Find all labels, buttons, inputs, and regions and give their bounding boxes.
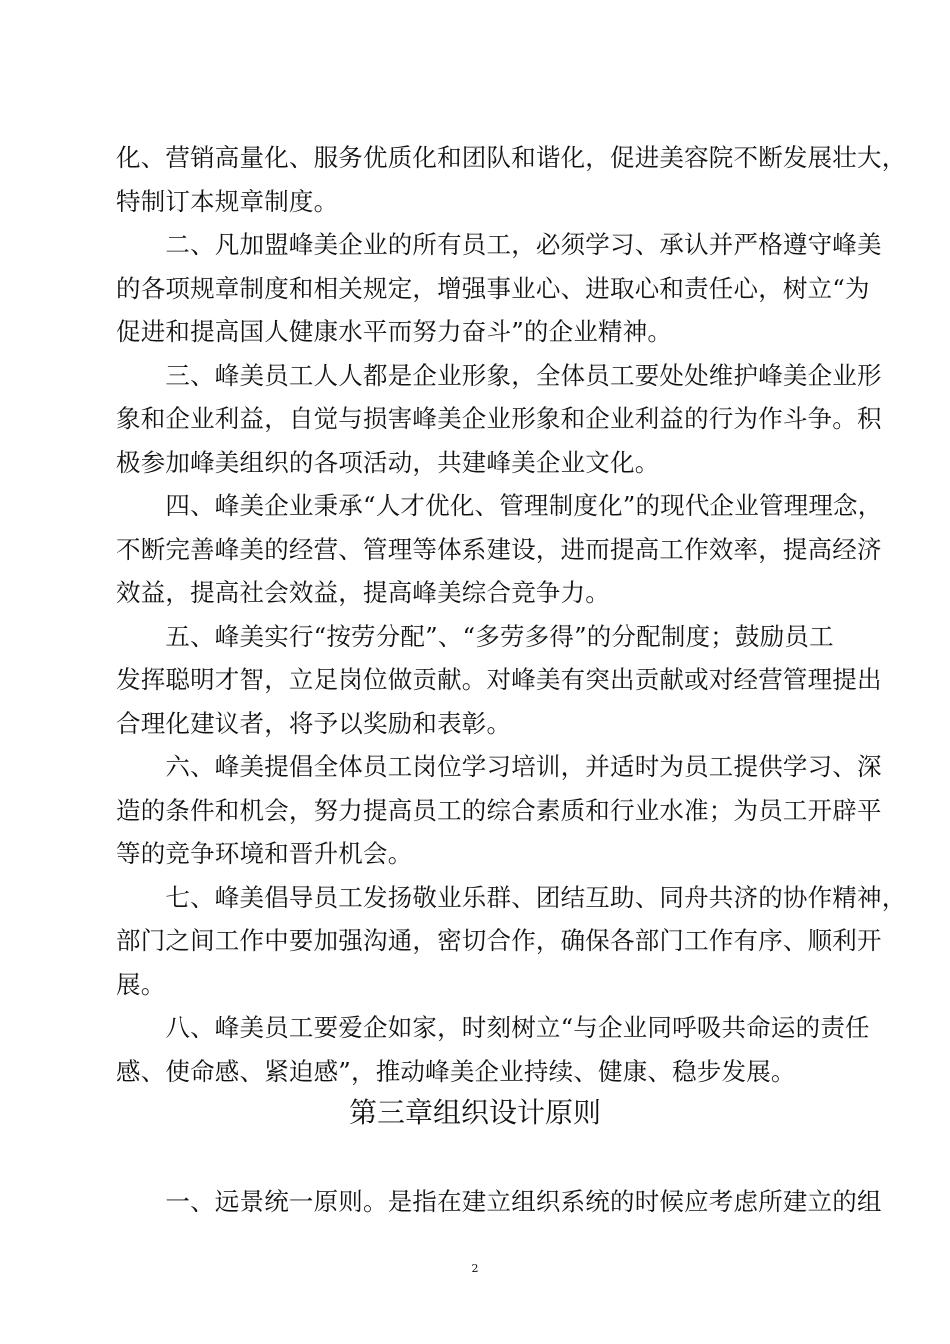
text-line: 合理化建议者，将予以奖励和表彰。 [116, 709, 512, 738]
text-line: 五、峰美实行“按劳分配”、“多劳多得”的分配制度；鼓励员工 [116, 622, 834, 651]
text-line: 六、峰美提倡全体员工岗位学习培训，并适时为员工提供学习、深 [116, 752, 882, 781]
text-line: 造的条件和机会，努力提高员工的综合素质和行业水准；为员工开辟平 [116, 796, 882, 825]
text-line: 部门之间工作中要加强沟通，密切合作，确保各部门工作有序、顺利开 [116, 926, 882, 955]
text-line: 一、远景统一原则。是指在建立组织系统的时候应考虑所建立的组 [116, 1187, 882, 1216]
text-line: 三、峰美员工人人都是企业形象，全体员工要处处维护峰美企业形 [116, 361, 882, 390]
text-line: 极参加峰美组织的各项活动，共建峰美企业文化。 [116, 448, 660, 477]
text-line: 效益，提高社会效益，提高峰美综合竞争力。 [116, 578, 610, 607]
text-line: 象和企业利益，自觉与损害峰美企业形象和企业利益的行为作斗争。积 [116, 404, 882, 433]
chapter-heading: 第三章组织设计原则 [348, 1096, 601, 1129]
text-line: 等的竞争环境和晋升机会。 [116, 839, 413, 868]
text-line: 的各项规章制度和相关规定，增强事业心、进取心和责任心，树立“为 [116, 274, 870, 303]
text-line: 二、凡加盟峰美企业的所有员工，必须学习、承认并严格遵守峰美 [116, 230, 882, 259]
text-line: 不断完善峰美的经营、管理等体系建设，进而提高工作效率，提高经济 [116, 535, 882, 564]
text-line: 感、使命感、紧迫感”，推动峰美企业持续、健康、稳步发展。 [116, 1057, 796, 1086]
text-line: 展。 [116, 970, 166, 999]
text-line: 发挥聪明才智，立足岗位做贡献。对峰美有突出贡献或对经营管理提出 [116, 665, 882, 694]
text-line: 八、峰美员工要爱企如家，时刻树立“与企业同呼吸共命运的责任 [116, 1013, 870, 1042]
text-line: 化、营销高量化、服务优质化和团队和谐化，促进美容院不断发展壮大， [116, 143, 907, 172]
page-number: 2 [471, 1262, 479, 1275]
text-line: 七、峰美倡导员工发扬敬业乐群、团结互助、同舟共济的协作精神， [116, 883, 907, 912]
text-line: 特制订本规章制度。 [116, 187, 339, 216]
text-line: 四、峰美企业秉承“人才优化、管理制度化”的现代企业管理理念， [116, 491, 883, 520]
text-line: 促进和提高国人健康水平而努力奋斗”的企业精神。 [116, 317, 673, 346]
